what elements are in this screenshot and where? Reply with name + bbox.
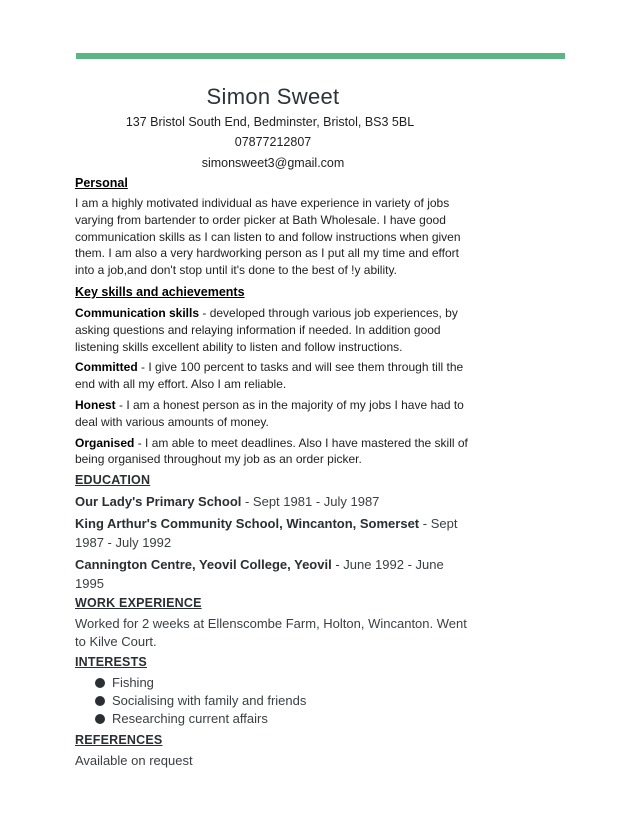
interests-heading: INTERESTS [75, 655, 147, 670]
skill-title: Honest [75, 397, 116, 412]
skill-description: - I am a honest person as in the majority of my jobs I have had to deal with various amounts of money. [75, 397, 464, 429]
skill-item-organised [75, 435, 475, 469]
skills-heading: Key skills and achievements [75, 284, 245, 299]
education-dates: - Sept 1987 - July 1992 [75, 516, 458, 551]
bullet-icon [95, 678, 105, 688]
references-heading: REFERENCES [75, 733, 163, 748]
education-item [75, 492, 475, 511]
school-name: King Arthur's Community School, Wincanton, Somerset [75, 516, 420, 532]
school-name: Cannington Centre, Yeovil College, Yeovil [75, 557, 332, 573]
personal-statement: I am a highly motivated individual as have experience in variety of jobs varying from bartender to order picker at Bath Wholesale. I have good communication skills as I can listen to and follow instructions when given them. I am also a very hardworking person as I put all my time and effort into a job,and don't stop until it's done to the best of !y ability. [75, 196, 461, 278]
list-item [75, 710, 475, 728]
bullet-icon [95, 714, 105, 724]
skill-description: - developed through various job experiences, by asking questions and relaying information if needed. In addition good listening skills excellent ability to listen and follow instructions. [75, 305, 458, 354]
skill-item-communication [75, 305, 475, 355]
interest-label: Fishing [112, 675, 154, 691]
list-item [75, 692, 475, 710]
skill-title: Organised [75, 435, 135, 450]
candidate-name: Simon Sweet [206, 84, 340, 109]
resume-body [75, 176, 475, 770]
education-dates: - Sept 1981 - July 1987 [241, 494, 380, 510]
address: 137 Bristol South End, Bedminster, Bristol, BS3 5BL [125, 115, 415, 129]
interests-list [75, 674, 475, 728]
school-name: Our Lady's Primary School [75, 494, 242, 510]
education-heading: EDUCATION [75, 473, 151, 488]
skill-description: - I am able to meet deadlines. Also I have mastered the skill of being organised throughout my job as an order picker. [75, 435, 468, 467]
personal-heading: Personal [75, 176, 128, 190]
phone-number: 07877212807 [234, 135, 312, 149]
interest-label: Socialising with family and friends [112, 693, 307, 709]
work-heading: WORK EXPERIENCE [75, 596, 202, 611]
skill-title: Committed [75, 360, 138, 375]
accent-bar [76, 53, 565, 59]
references-text: Available on request [75, 753, 193, 769]
education-item [75, 514, 470, 552]
skill-item-committed [75, 359, 475, 393]
email-address: simonsweet3@gmail.com [201, 156, 345, 170]
education-dates: - June 1992 - June 1995 [75, 557, 444, 592]
skill-title: Communication skills [75, 305, 200, 320]
list-item [75, 674, 475, 692]
work-experience-text: Worked for 2 weeks at Ellenscombe Farm, Holton, Wincanton. Went to Kilve Court. [75, 616, 467, 650]
interest-label: Researching current affairs [112, 711, 268, 727]
bullet-icon [95, 696, 105, 706]
skill-description: - I give 100 percent to tasks and will see them through till the end with all my effort. Also I am reliable. [75, 360, 464, 392]
skill-item-honest [75, 397, 475, 431]
education-item [75, 555, 475, 593]
